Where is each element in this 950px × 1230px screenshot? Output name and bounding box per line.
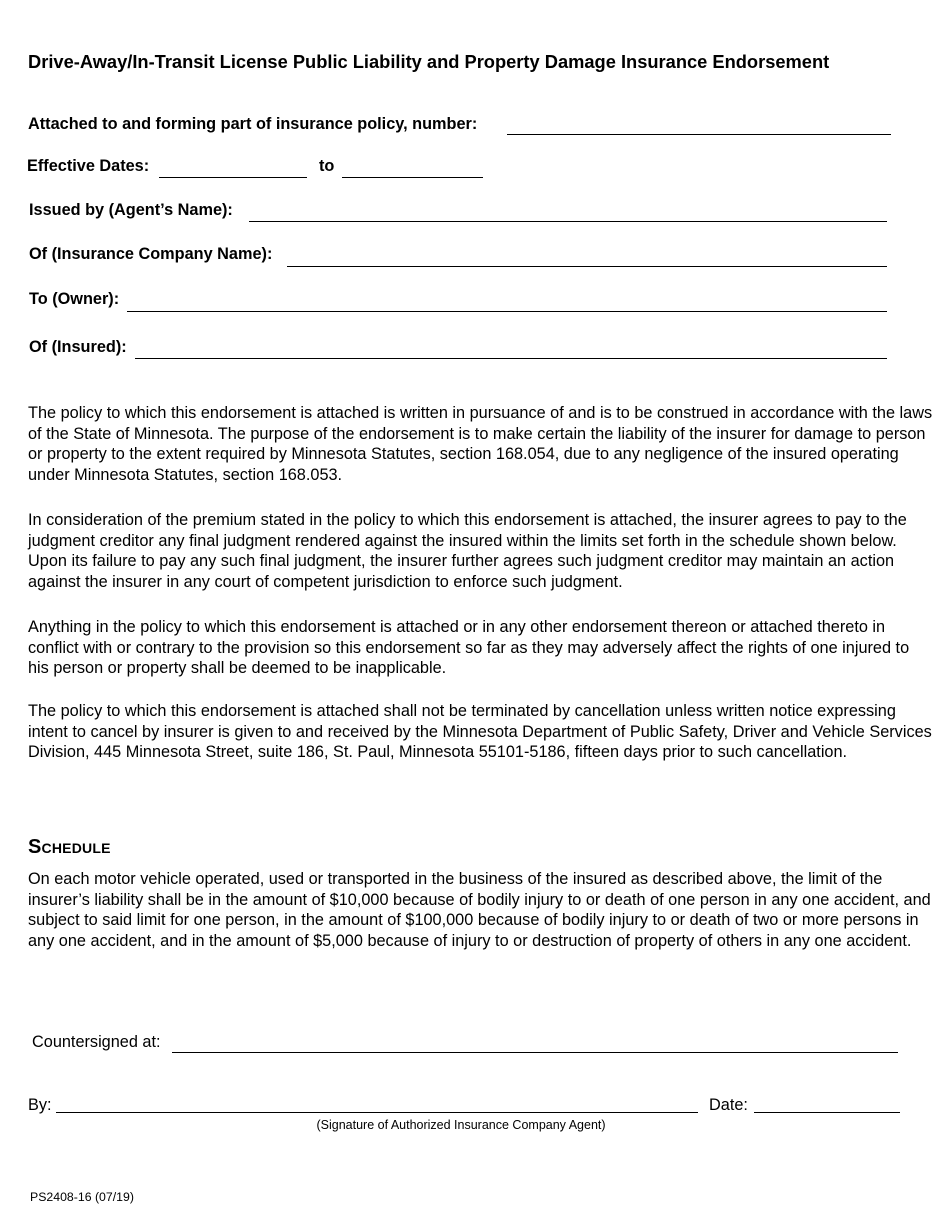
company-name-label: Of (Insurance Company Name): bbox=[29, 245, 273, 263]
paragraph-conflict: Anything in the policy to which this endorsement is attached or in any other endorsement thereon or attached thereto in conflict with or contrary to the provision so this endorsement so far as they may adversely affect the rights of one injured to his person or property shall be deemed to be inapplicable. bbox=[28, 618, 910, 677]
form-id: PS2408-16 (07/19) bbox=[30, 1190, 134, 1204]
schedule-text: On each motor vehicle operated, used or transported in the business of the insured as described above, the limit of the insurer’s liability shall be in the amount of $10,000 because of bodily injury to or death of one person in any one accident, and subject to said limit for one person, in the amount of $100,000 because of bodily injury to or death of two or more persons in any one accident, and in the amount of $5,000 because of injury to or destruction of property of others in any one accident. bbox=[28, 870, 931, 950]
company-name-field[interactable] bbox=[287, 266, 887, 267]
paragraph-consideration: In consideration of the premium stated in the policy to which this endorsement is attached, the insurer agrees to pay to the judgment creditor any final judgment rendered against the insured within the limits set forth in the schedule shown below. Upon its failure to pay any such final judgment, the insurer further agrees such judgment creditor may maintain an action against the insurer in any court of competent jurisdiction to enforce such judgment. bbox=[28, 511, 907, 591]
effective-date-to-field[interactable] bbox=[342, 177, 483, 178]
signature-caption: (Signature of Authorized Insurance Company Agent) bbox=[316, 1118, 606, 1132]
date-label: Date: bbox=[709, 1096, 748, 1114]
paragraph-governing-law: The policy to which this endorsement is attached is written in pursuance of and is to be construed in accordance with the laws of the State of Minnesota. The purpose of the endorsement is to make certain the liability of the insurer for damage to person or property to the extent required by Minnesota Statutes, section 168.054, due to any negligence of the insured operating under Minnesota Statutes, section 168.053. bbox=[28, 404, 933, 484]
date-field[interactable] bbox=[754, 1112, 900, 1113]
signature-field[interactable] bbox=[56, 1112, 698, 1113]
owner-field[interactable] bbox=[127, 311, 887, 312]
paragraph-cancellation: The policy to which this endorsement is attached shall not be terminated by cancellation unless written notice expressing intent to cancel by insurer is given to and received by the Minnesota Department of Public Safety, Driver and Vehicle Services Division, 445 Minnesota Street, suite 186, St. Paul, Minnesota 55101-5186, fifteen days prior to such cancellation. bbox=[28, 702, 932, 761]
by-label: By: bbox=[28, 1096, 52, 1114]
insured-label: Of (Insured): bbox=[29, 338, 127, 356]
document-title: Drive-Away/In-Transit License Public Liability and Property Damage Insurance Endorsement bbox=[28, 51, 830, 72]
owner-label: To (Owner): bbox=[29, 290, 120, 308]
countersigned-field[interactable] bbox=[172, 1052, 898, 1053]
schedule-heading: Schedule bbox=[28, 836, 111, 858]
policy-number-field[interactable] bbox=[507, 134, 891, 135]
policy-number-label: Attached to and forming part of insurance policy, number: bbox=[28, 115, 478, 133]
agent-name-label: Issued by (Agent’s Name): bbox=[29, 201, 233, 219]
effective-dates-label: Effective Dates: bbox=[27, 157, 150, 175]
insured-field[interactable] bbox=[135, 358, 887, 359]
countersigned-label: Countersigned at: bbox=[32, 1033, 161, 1051]
agent-name-field[interactable] bbox=[249, 221, 887, 222]
effective-dates-to-label: to bbox=[319, 157, 335, 175]
effective-date-from-field[interactable] bbox=[159, 177, 307, 178]
